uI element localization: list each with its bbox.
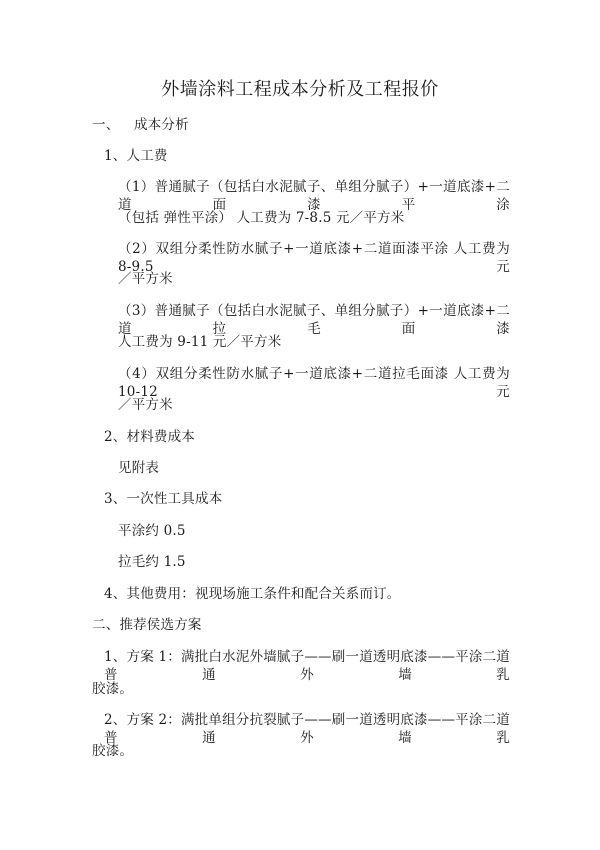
- labor-heading: 1、人工费: [104, 148, 168, 164]
- tools-item-1: 平涂约 0.5: [118, 523, 186, 539]
- labor-item-2-line-1: （2）双组分柔性防水腻子+一道底漆+二道面漆平涂 人工费为 8-9.5 元: [118, 241, 510, 275]
- tools-item-2: 拉毛约 1.5: [118, 554, 186, 570]
- labor-item-3-line-2: 人工费为 9-11 元／平方米: [118, 334, 282, 350]
- material-text: 见附表: [118, 460, 160, 476]
- page-title: 外墙涂料工程成本分析及工程报价: [161, 79, 439, 100]
- labor-item-2-line-2: ／平方米: [118, 271, 173, 287]
- other-costs: 4、其他费用：视现场施工条件和配合关系而订。: [104, 586, 401, 602]
- labor-item-1-line-2: （包括 弹性平涂） 人工费为 7-8.5 元／平方米: [118, 210, 405, 226]
- labor-item-4-line-1: （4）双组分柔性防水腻子+一道底漆+二道拉毛面漆 人工费为 10-12 元: [118, 366, 510, 400]
- tools-heading: 3、一次性工具成本: [104, 491, 223, 507]
- section-1-heading: 成本分析: [134, 117, 189, 133]
- labor-item-4-line-2: ／平方米: [118, 397, 173, 413]
- plan-2-line-2: 胶漆。: [92, 743, 134, 759]
- labor-item-3-line-1: （3）普通腻子（包括白水泥腻子、单组分腻子）+一道底漆+二道拉毛面漆: [118, 303, 510, 337]
- section-1-label: 一、: [92, 117, 120, 133]
- labor-item-1-line-1: （1）普通腻子（包括白水泥腻子、单组分腻子）+一道底漆+二道面漆平涂: [118, 179, 510, 213]
- material-heading: 2、材料费成本: [104, 429, 195, 445]
- plan-2-line-1: 2、方案 2：满批单组分抗裂腻子——刷一道透明底漆——平涂二道普通外墙乳: [104, 712, 510, 746]
- plan-1-line-1: 1、方案 1：满批白水泥外墙腻子——刷一道透明底漆——平涂二道普通外墙乳: [104, 649, 510, 683]
- plan-1-line-2: 胶漆。: [92, 681, 134, 697]
- section-2-heading: 二、推荐侯选方案: [92, 617, 202, 633]
